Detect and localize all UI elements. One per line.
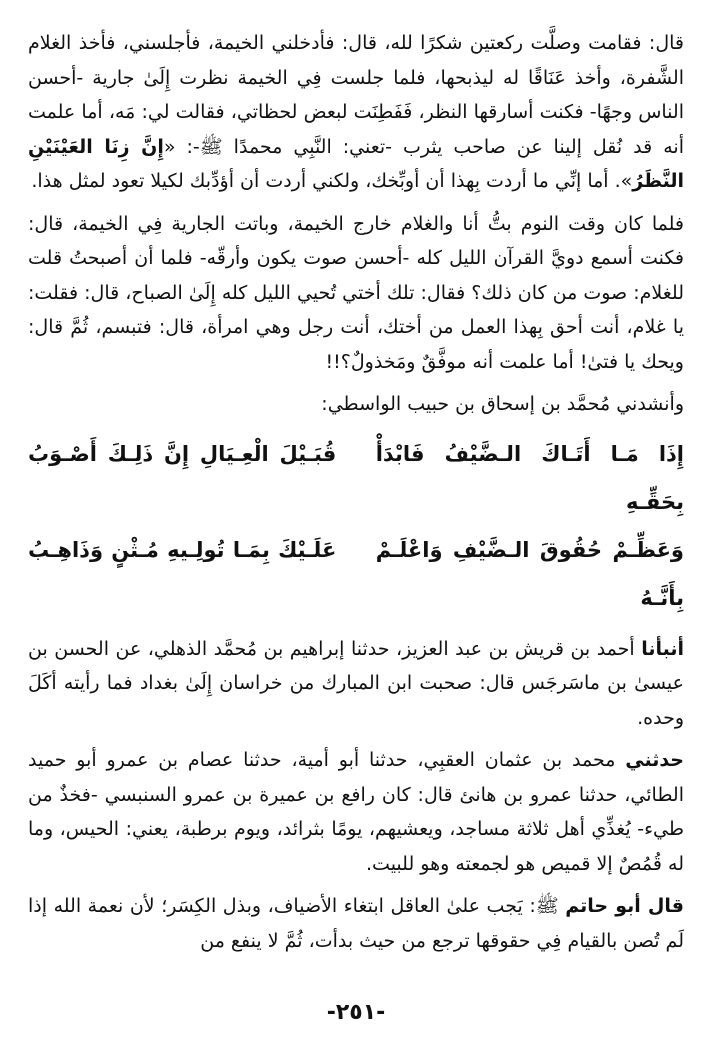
verse-second-hemistich: عَلَـيْكَ بِمَـا تُولِـيهِ مُـثْنٍ وَذَاهِـبُ <box>28 537 337 562</box>
paragraph-5-text: محمد بن عثمان العقبِي، حدثنا أبو أمية، حدثنا عصام بن عمرو أبو حميد الطائي، حدثنا عمرو بن هانئ قال: كان رافع بن عميرة بن عمرو السنبسي -فخذٌ من طيء- يُغذِّي أهل ثلاثة مساجد، ويعشيهم، يومًا بثرائد، ويوم برطبة، يعني: الحيس، وما له قُمُصٌ إلا قميص هو لجمعته وهو للبيت. <box>28 749 684 875</box>
paragraph-6-text: ﷺ: يَجب علىٰ العاقل ابتغاء الأضياف، وبذل الكِسَر؛ لأن نعمة الله إذا لَم تُصن بالقيام فِي حقوقها ترجع من حيث بدأت، ثُمَّ لا ينفع من <box>28 895 684 952</box>
paragraph-4 <box>28 632 684 736</box>
paragraph-6 <box>28 889 684 958</box>
paragraph-1 <box>28 26 684 199</box>
book-page <box>28 26 684 966</box>
paragraph-3 <box>28 387 684 422</box>
paragraph-5 <box>28 743 684 881</box>
paragraph-2-text: فلما كان وقت النوم بتُّ أنا والغلام خارج الخيمة، وباتت الجارية فِي الخيمة، قال: فكنت أسمع دويَّ القرآن الليل كله -أحسن صوت يكون وأرقّه- فلما أن أصبحتُ قلت للغلام: صوت من كان ذلك؟ فقال: تلك أختي تُحيي الليل كله إِلَىٰ الصباح، قال: فقلت: يا غلام، أنت أحق بِهذا العمل من أختك، أنت رجل وهي امرأة، قال: فتبسم، ثُمَّ قال: ويحك يا فتىٰ! أما علمت أنه موفَّقٌ ومَخذولٌ؟!! <box>28 212 684 373</box>
paragraph-1-tail: ». أما إنِّي ما أردت بِهذا أن أوبِّخك، ولكني أردت أن أؤدِّبك لكيلا تعود لمثل هذا. <box>31 170 633 192</box>
page-number: -٢٥١- <box>326 1000 386 1025</box>
paragraph-3-text: وأنشدني مُحمَّد بن إسحاق بن حبيب الواسطي: <box>321 393 684 415</box>
verse-row <box>28 526 684 622</box>
verse-row <box>28 430 684 526</box>
paragraph-1-text: قال: فقامت وصلَّت ركعتين شكرًا لله، قال: فأدخلني الخيمة، فأجلسني، فأخذ الغلام الشَّفرة، وأخذ عَنَاقًا له ليذبحها، فلما جلست فِي الخيمة نظرت إِلَىٰ جارية -أحسن الناس وجهًا- فكنت أسارقها النظر، فَفَطِنَت لبعض لحظاتي، فقالت لي: مَه، أما علمت أنه قد نُقل إلينا عن صاحب يثرب -تعني: النَّبِي محمدًا ﷺ-: « <box>28 32 684 158</box>
verse-second-hemistich: قُبَـيْلَ الْعِـيَالِ إِنَّ ذَلِـكَ أَصْـوَبُ <box>28 441 337 466</box>
paragraph-4-text: أحمد بن قريش بن عبد العزيز، حدثنا إبراهيم بن مُحمَّد الذهلي، عن الحسن بن عيسىٰ بن ماسَرجَس قال: صحبت ابن المبارك من خراسان إِلَىٰ بغداد فما رأيته أكَلَ وحده. <box>28 637 684 729</box>
poem-verses <box>28 430 684 622</box>
hadith-quote: إِنَّ زِنَا العَيْنَيْنِ النَّظَرُ <box>28 135 684 192</box>
paragraph-4-lead: أنبأنا <box>641 637 684 660</box>
verse-first-hemistich: وَعَظِّـمْ حُقُوقَ الـضَّيْفِ وَاعْلَـمْ بِأَنَّـهُ <box>375 537 684 610</box>
paragraph-5-lead: حدثني <box>625 749 684 771</box>
paragraph-2 <box>28 207 684 380</box>
verse-first-hemistich: إِذَا مَـا أَتَـاكَ الـضَّيْفُ فَابْدَأْ بِحَقِّـهِ <box>375 441 684 514</box>
paragraph-6-lead: قال أبو حاتم <box>565 895 684 917</box>
